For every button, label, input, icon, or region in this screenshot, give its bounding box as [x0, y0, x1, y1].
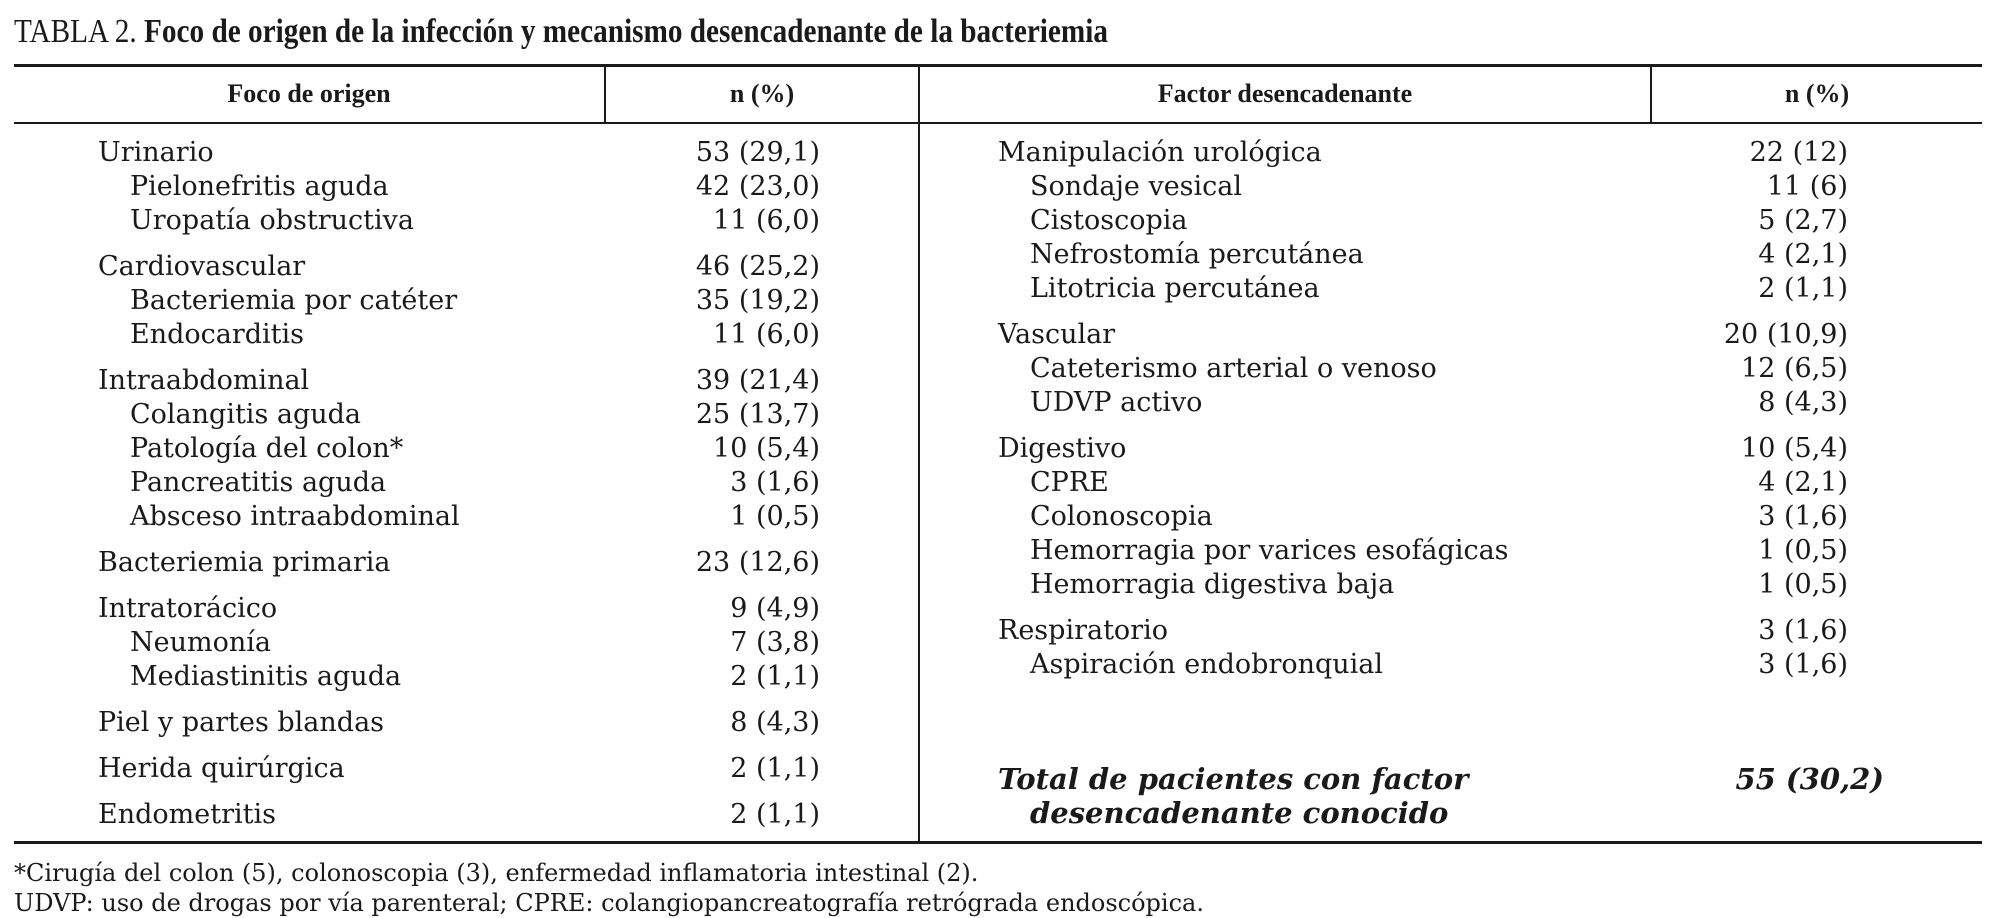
foco-value: 42 (23,0) — [695, 171, 820, 202]
table-page — [14, 0, 1982, 917]
footnote-abbreviations: UDVP: uso de drogas por vía parenteral; CPRE: colangiopancreatografía retrógrada endoscópica. — [14, 889, 1204, 917]
factor-row — [14, 386, 1982, 420]
foco-category-label: Bacteriemia primaria — [98, 547, 391, 578]
factor-subitem-label: UDVP activo — [1030, 387, 1203, 418]
foco-value: 53 (29,1) — [695, 137, 820, 168]
factor-subitem-label: Aspiración endobronquial — [1030, 649, 1384, 680]
factor-subitem-label: Colonoscopia — [1030, 501, 1213, 532]
factor-category-label: Respiratorio — [998, 615, 1168, 646]
factor-row — [14, 432, 1982, 466]
foco-subitem-label: Endocarditis — [130, 319, 305, 350]
factor-value: 2 (1,1) — [1758, 273, 1848, 304]
foco-row — [14, 706, 1982, 740]
foco-subitem-label: Colangitis aguda — [130, 399, 362, 430]
foco-category-label: Urinario — [98, 137, 214, 168]
foco-subitem-label: Patología del colon* — [130, 433, 404, 464]
factor-value: 5 (2,7) — [1758, 205, 1848, 236]
foco-value: 8 (4,3) — [730, 707, 820, 738]
foco-value: 39 (21,4) — [695, 365, 820, 396]
foco-value: 2 (1,1) — [730, 753, 820, 784]
factor-row — [14, 614, 1982, 648]
header-factor-desencadenante: Factor desencadenante — [1157, 79, 1413, 108]
factor-row — [14, 534, 1982, 568]
foco-subitem-label: Uropatía obstructiva — [130, 205, 414, 236]
header-n-percent-left: n (%) — [729, 79, 795, 108]
factor-row — [14, 136, 1982, 170]
factor-row — [14, 648, 1982, 682]
foco-subitem-label: Neumonía — [130, 627, 271, 658]
factor-subitem-label: Sondaje vesical — [1030, 171, 1243, 202]
factor-row — [14, 170, 1982, 204]
foco-category-label: Herida quirúrgica — [98, 753, 345, 784]
factor-subitem-label: Hemorragia digestiva baja — [1030, 569, 1395, 600]
factor-value: 4 (2,1) — [1758, 467, 1848, 498]
factor-value: 12 (6,5) — [1741, 353, 1848, 384]
header-rule — [14, 122, 1982, 124]
factor-row — [14, 238, 1982, 272]
factor-value: 3 (1,6) — [1758, 649, 1848, 680]
factor-subitem-label: Cistoscopia — [1030, 205, 1188, 236]
factor-row — [14, 466, 1982, 500]
foco-category-label: Intratorácico — [98, 593, 278, 624]
foco-subitem-label: Pielonefritis aguda — [130, 171, 389, 202]
factor-subitem-label: Cateterismo arterial o venoso — [1030, 353, 1437, 384]
foco-value: 25 (13,7) — [695, 399, 820, 430]
factor-subitem-label: CPRE — [1030, 467, 1109, 498]
foco-value: 7 (3,8) — [730, 627, 820, 658]
foco-subitem-label: Absceso intraabdominal — [130, 501, 460, 532]
foco-value: 46 (25,2) — [695, 251, 820, 282]
factor-value: 1 (0,5) — [1758, 535, 1848, 566]
total-label-line2: desencadenante conocido — [1030, 796, 1449, 830]
factor-subitem-label: Hemorragia por varices esofágicas — [1030, 535, 1509, 566]
factor-value: 3 (1,6) — [1758, 615, 1848, 646]
foco-value: 35 (19,2) — [695, 285, 820, 316]
foco-subitem-label: Mediastinitis aguda — [130, 661, 402, 692]
foco-value: 9 (4,9) — [730, 593, 820, 624]
foco-value: 10 (5,4) — [713, 433, 820, 464]
factor-row — [14, 500, 1982, 534]
foco-category-label: Cardiovascular — [98, 251, 306, 282]
header-foco-de-origen: Foco de origen — [227, 79, 391, 108]
foco-value: 11 (6,0) — [713, 205, 820, 236]
factor-value: 11 (6) — [1766, 171, 1848, 202]
table-number: TABLA 2. — [14, 13, 137, 50]
total-label-line1: Total de pacientes con factor — [998, 762, 1469, 796]
factor-value: 4 (2,1) — [1758, 239, 1848, 270]
factor-subitem-label: Nefrostomía percutánea — [1030, 239, 1364, 270]
factor-value: 10 (5,4) — [1741, 433, 1848, 464]
factor-row — [14, 318, 1982, 352]
factor-value: 20 (10,9) — [1723, 319, 1848, 350]
factor-value: 22 (12) — [1749, 137, 1848, 168]
factor-value: 3 (1,6) — [1758, 501, 1848, 532]
foco-value: 11 (6,0) — [713, 319, 820, 350]
foco-value: 2 (1,1) — [730, 661, 820, 692]
foco-value: 2 (1,1) — [730, 799, 820, 830]
total-value: 55 (30,2) — [1735, 762, 1884, 796]
foco-value: 3 (1,6) — [730, 467, 820, 498]
foco-value: 1 (0,5) — [730, 501, 820, 532]
factor-subitem-label: Litotricia percutánea — [1030, 273, 1320, 304]
footnote-colon: *Cirugía del colon (5), colonoscopia (3), enfermedad inflamatoria intestinal (2). — [14, 859, 979, 887]
foco-category-label: Piel y partes blandas — [98, 707, 385, 738]
foco-category-label: Intraabdominal — [98, 365, 310, 396]
factor-category-label: Vascular — [998, 319, 1116, 350]
factor-category-label: Manipulación urológica — [998, 137, 1322, 168]
foco-value: 23 (12,6) — [695, 547, 820, 578]
factor-value: 1 (0,5) — [1758, 569, 1848, 600]
foco-row — [14, 798, 1982, 832]
table-caption: Foco de origen de la infección y mecanismo desencadenante de la bacteriemia — [144, 13, 1109, 50]
table-title — [14, 12, 1108, 52]
factor-row — [14, 568, 1982, 602]
foco-category-label: Endometritis — [98, 799, 276, 830]
foco-subitem-label: Pancreatitis aguda — [130, 467, 387, 498]
factor-value: 8 (4,3) — [1758, 387, 1848, 418]
bottom-rule — [14, 841, 1982, 844]
header-n-percent-right: n (%) — [1784, 79, 1850, 108]
factor-row — [14, 272, 1982, 306]
factor-row — [14, 352, 1982, 386]
factor-row — [14, 204, 1982, 238]
foco-subitem-label: Bacteriemia por catéter — [130, 285, 458, 316]
factor-category-label: Digestivo — [998, 433, 1127, 464]
